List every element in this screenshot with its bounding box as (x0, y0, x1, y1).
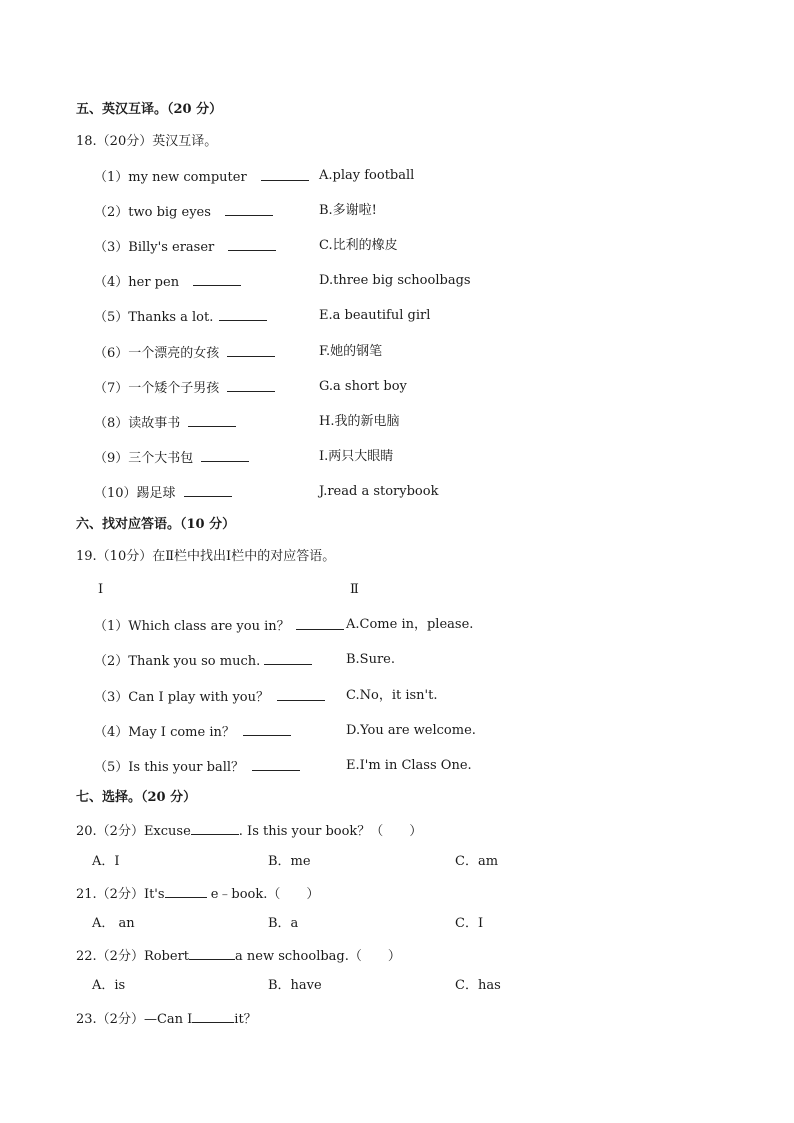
q18-option: F.她的钢笔 (319, 344, 383, 359)
option-b[interactable]: B．a (268, 916, 299, 931)
q19-option: E.I'm in Class One. (346, 758, 472, 773)
q18-item: （7）一个矮个子男孩 (94, 379, 275, 397)
answer-blank[interactable] (184, 484, 232, 497)
q18-item: （5）Thanks a lot. (94, 308, 267, 326)
q19-item: （2）Thank you so much. (94, 652, 312, 670)
q18-option: A.play football (319, 168, 415, 183)
q18-item: （1）my new computer (94, 168, 309, 186)
q19-option: D.You are welcome. (346, 723, 476, 738)
q18-option: I.两只大眼睛 (319, 449, 394, 464)
answer-blank[interactable] (219, 308, 267, 321)
q19-item: （4）May I come in？ (94, 723, 291, 741)
answer-blank[interactable] (243, 723, 291, 736)
column-header: Ⅰ (98, 582, 104, 597)
section-heading: 七、选择。（20 分） (76, 790, 197, 805)
q19-option: B.Sure. (346, 652, 396, 667)
question-22: 22.（2分）Robert a new schoolbag.（ ） (76, 949, 401, 964)
q18-item: （3）Billy's eraser (94, 238, 276, 256)
question-20: 20.（2分）Excuse . Is this your book？（ ） (76, 824, 423, 839)
answer-blank[interactable] (296, 617, 344, 630)
section-heading: 五、英汉互译。（20 分） (76, 102, 223, 117)
answer-blank[interactable] (201, 449, 249, 462)
q18-option: B.多谢啦! (319, 203, 377, 218)
question-21: 21.（2分）It's e﹣book.（ ） (76, 887, 320, 902)
answer-blank[interactable] (264, 652, 312, 665)
option-a[interactable]: A． an (92, 916, 135, 931)
answer-blank[interactable] (189, 947, 235, 960)
answer-blank[interactable] (228, 238, 276, 251)
q19-option: A.Come in，please. (346, 617, 474, 632)
q18-item: （2）two big eyes (94, 203, 273, 221)
answer-blank[interactable] (277, 688, 325, 701)
option-a[interactable]: A．is (92, 978, 126, 993)
q19-item: （5）Is this your ball？ (94, 758, 300, 776)
q18-item: （6）一个漂亮的女孩 (94, 344, 275, 362)
q18-item: （10）踢足球 (94, 484, 232, 502)
answer-blank[interactable] (192, 1010, 234, 1023)
question-23: 23.（2分）—Can I it？ (76, 1012, 257, 1027)
option-c[interactable]: C．am (455, 854, 499, 869)
q18-item: （8）读故事书 (94, 414, 236, 432)
question-stem: 19.（10分）在Ⅱ栏中找出Ⅰ栏中的对应答语。 (76, 549, 336, 564)
q19-item: （3）Can I play with you？ (94, 688, 325, 706)
answer-blank[interactable] (191, 822, 239, 835)
q18-option: H.我的新电脑 (319, 414, 400, 429)
option-b[interactable]: B．me (268, 854, 311, 869)
question-stem: 18.（20分）英汉互译。 (76, 134, 218, 149)
answer-blank[interactable] (225, 203, 273, 216)
q18-option: J.read a storybook (319, 484, 439, 499)
q18-option: G.a short boy (319, 379, 407, 394)
q18-option: C.比利的橡皮 (319, 238, 398, 253)
q19-item: （1）Which class are you in？ (94, 617, 344, 635)
column-header: Ⅱ (350, 582, 359, 597)
section-heading: 六、找对应答语。（10 分） (76, 517, 236, 532)
answer-blank[interactable] (193, 273, 241, 286)
answer-blank[interactable] (227, 379, 275, 392)
q18-item: （9）三个大书包 (94, 449, 249, 467)
option-c[interactable]: C．I (455, 916, 484, 931)
answer-blank[interactable] (252, 758, 300, 771)
option-c[interactable]: C．has (455, 978, 501, 993)
option-a[interactable]: A．I (92, 854, 120, 869)
q18-option: D.three big schoolbags (319, 273, 471, 288)
answer-blank[interactable] (188, 414, 236, 427)
answer-blank[interactable] (227, 344, 275, 357)
q18-item: （4）her pen (94, 273, 241, 291)
answer-blank[interactable] (261, 168, 309, 181)
answer-blank[interactable] (165, 885, 207, 898)
q18-option: E.a beautiful girl (319, 308, 431, 323)
option-b[interactable]: B．have (268, 978, 322, 993)
q19-option: C.No，it isn't. (346, 688, 438, 703)
